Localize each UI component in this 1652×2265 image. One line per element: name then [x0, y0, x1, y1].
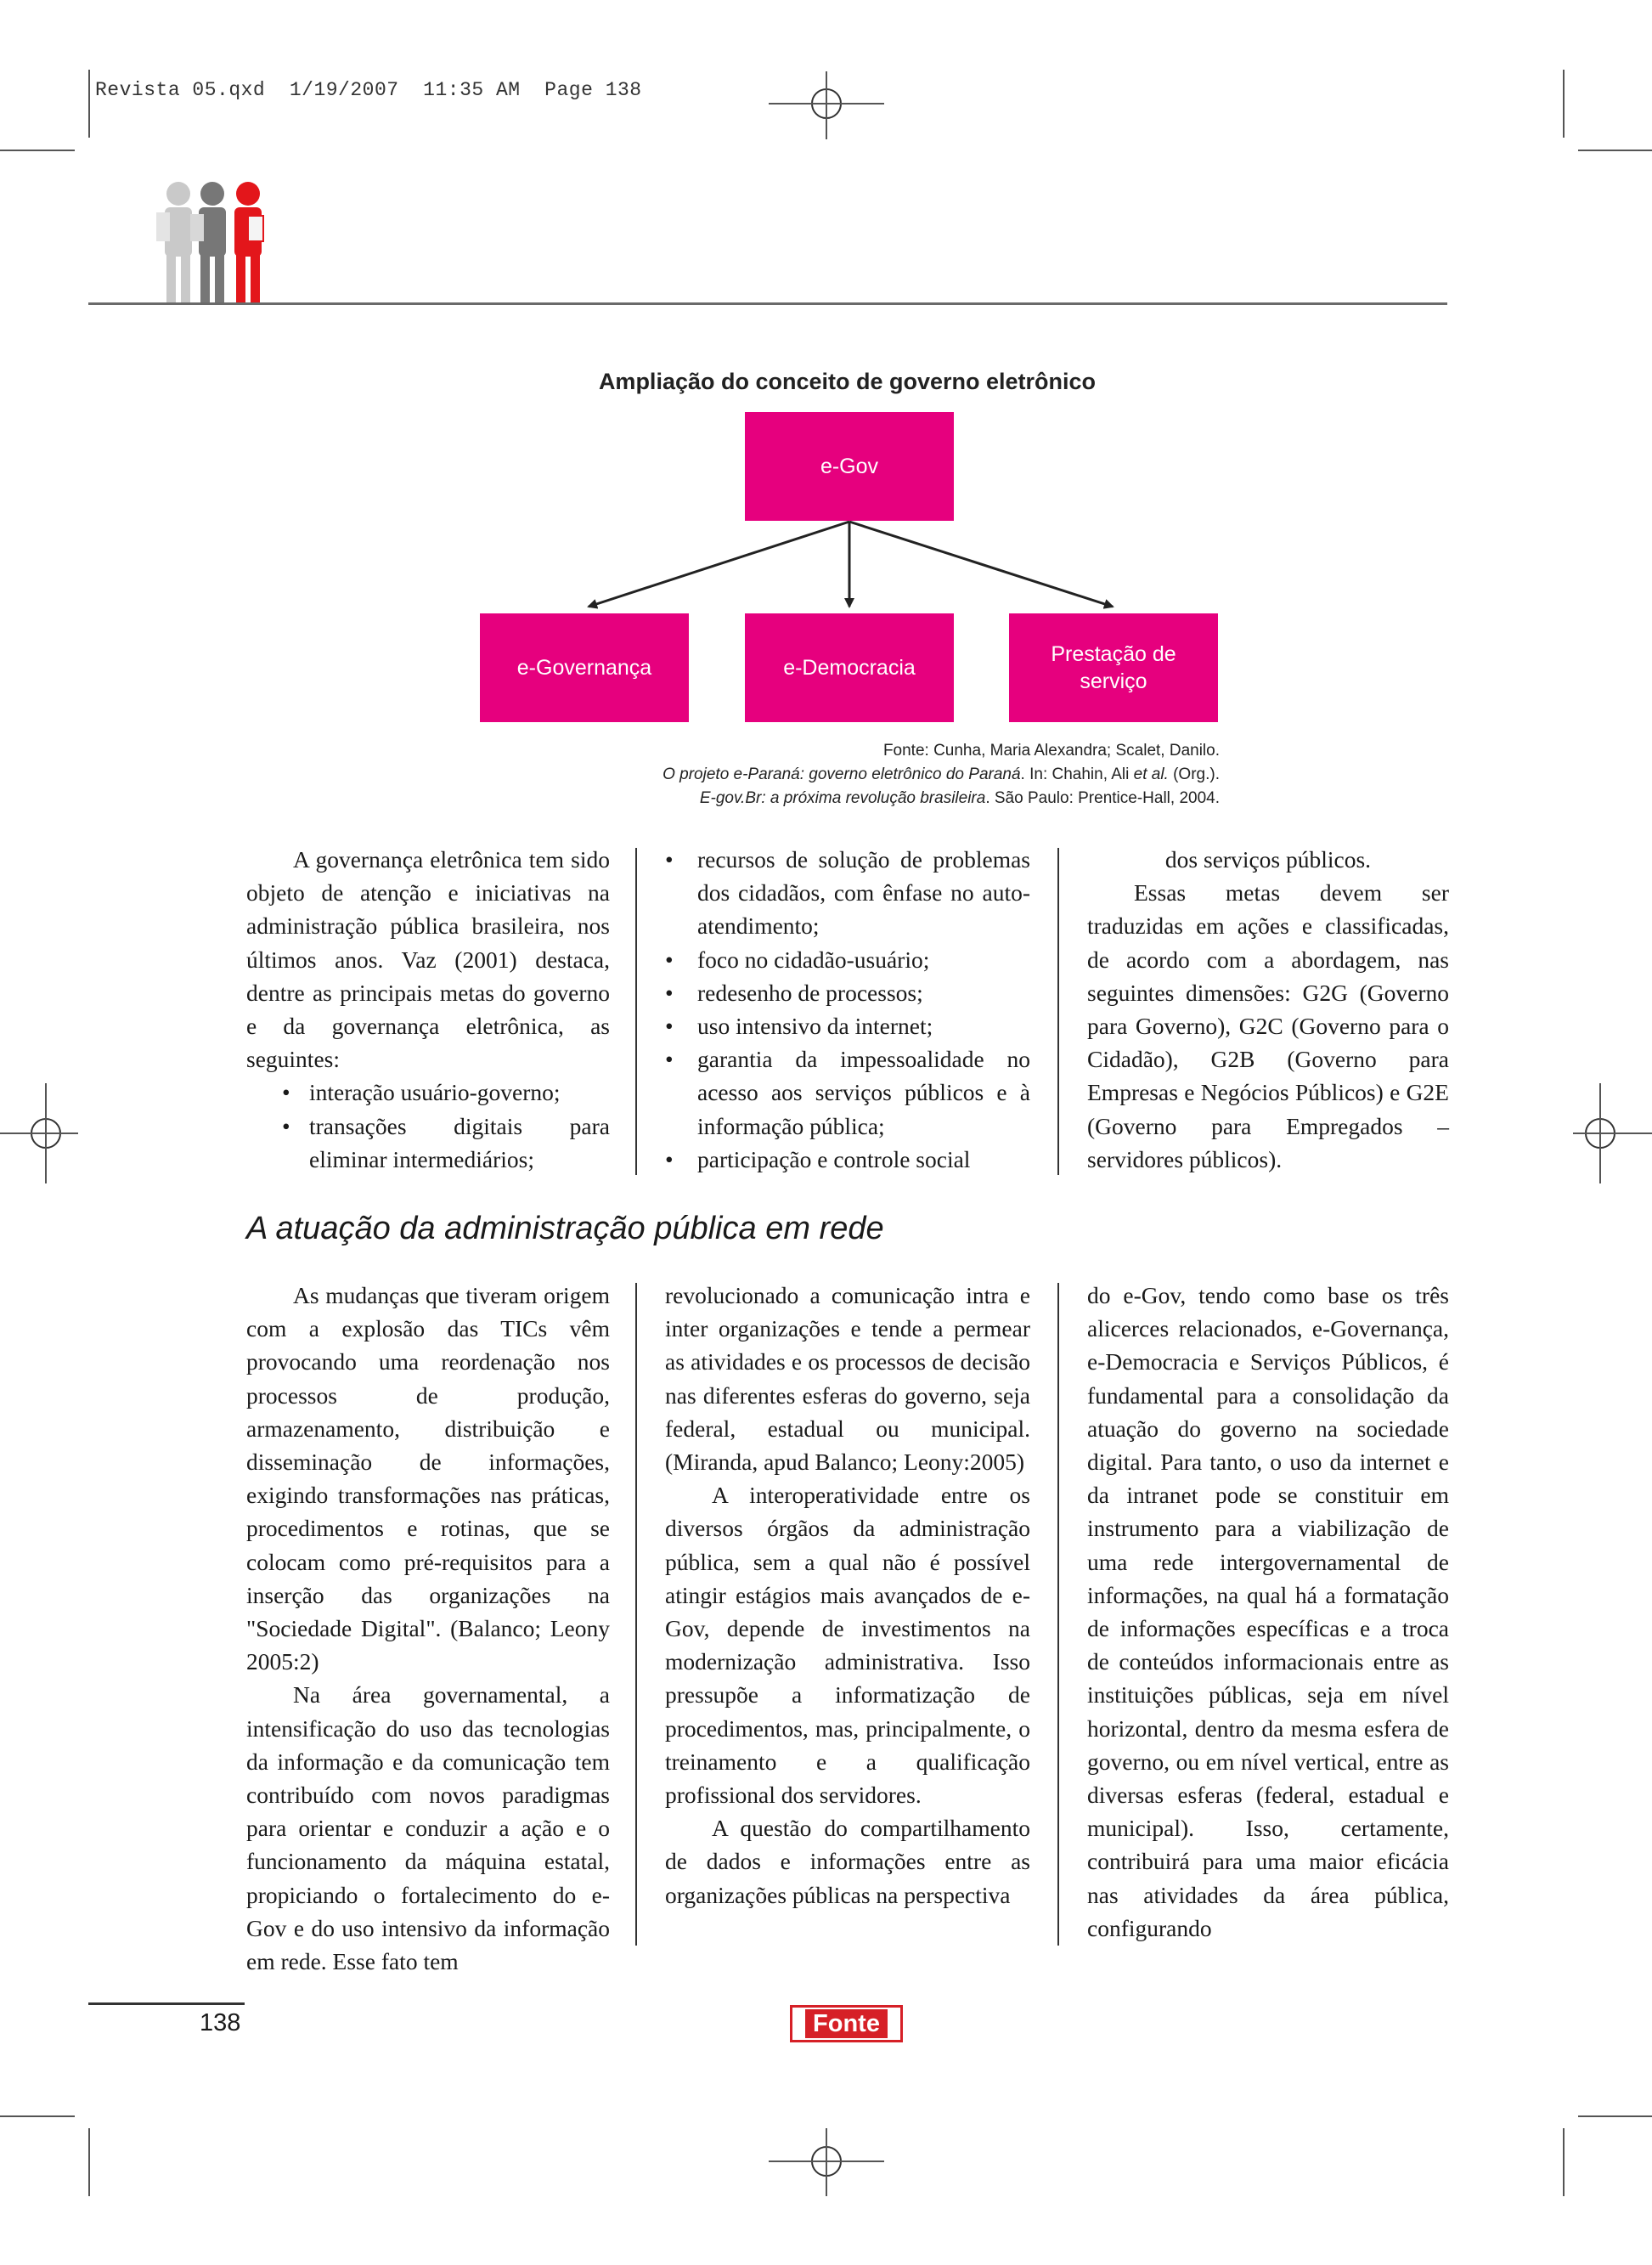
bottom-column-1: [246, 1279, 610, 1978]
fonte-logo: [790, 2005, 903, 2042]
paragraph-continuation: dos serviços públicos.: [1164, 846, 1372, 873]
node-e-gov: e-Gov: [745, 412, 954, 521]
top-column-2: [665, 843, 1030, 1176]
bullet-item: • redesenho de processos;: [665, 976, 1030, 1009]
source-line-1: Fonte: Cunha, Maria Alexandra; Scalet, Danilo.: [882, 742, 1220, 760]
bullet-item: • participação e controle social: [665, 1143, 1030, 1176]
top-column-1: [246, 843, 610, 1176]
column-divider: [635, 848, 637, 1175]
node-prestacao-servico: Prestação de serviço: [1009, 613, 1218, 722]
bottom-column-3: [1087, 1279, 1449, 1945]
bullet-item: • uso intensivo da internet;: [665, 1009, 1030, 1042]
column-divider: [635, 1283, 637, 1946]
paragraph: A interoperatividade entre os diversos órgãos da administração pública, sem a qual não é possível atingir estágios mais avançados de e-Gov, depende de investimentos na modernização administrativa. Isso pressupõe a informatização de procedimentos, mas, principalmente, o treinamento e a qualificação profissional dos servidores.: [665, 1482, 1030, 1809]
printer-slug: Revista 05.qxd 1/19/2007 11:35 AM Page 138: [95, 79, 642, 101]
crop-mark: [0, 2115, 75, 2117]
bullet-item: • garantia da impessoalidade no acesso aos serviços públicos e à informação pública;: [665, 1042, 1030, 1143]
crop-mark: [1563, 2128, 1565, 2196]
section-title: A atuação da administração pública em rede: [246, 1211, 884, 1246]
paragraph: Na área governamental, a intensificação do uso das tecnologias da informação e da comunicação tem contribuído com novos paradigmas para orientar e conduzir a ação e o funcionamento da máquina estatal, propiciando o fortalecimento do e-Gov e do uso intensivo da informação em rede. Esse fato tem: [246, 1681, 610, 1975]
paragraph: do e-Gov, tendo como base os três alicerces relacionados, e-Governança, e-Democracia e Serviços Públicos, é fundamental para a consolidação da atuação do governo na sociedade digital. Para tanto, o uso da internet e da intranet pode se constituir em instrumento para a viabilização de uma rede intergovernamental de informações, na qual há a formatação de informações específicas e a troca de conteúdos informacionais entre as instituições públicas, seja em nível horizontal, dentro da mesma esfera de governo, ou em nível vertical, entre as diversas esferas (federal, estadual e municipal). Isso, certamente, contribuirá para uma maior eficácia nas atividades da área pública, configurando: [1087, 1282, 1449, 1941]
bullet-item: • foco no cidadão-usuário;: [665, 943, 1030, 976]
bullet-item: • recursos de solução de problemas dos cidadãos, com ênfase no auto-atendimento;: [665, 843, 1030, 943]
node-e-governanca: e-Governança: [480, 613, 689, 722]
crop-mark: [1578, 2115, 1652, 2117]
node-e-democracia: e-Democracia: [745, 613, 954, 722]
source-line-2: O projeto e-Paraná: governo eletrônico do Paraná. In: Chahin, Ali et al. (Org.).: [662, 765, 1220, 783]
paragraph: As mudanças que tiveram origem com a explosão das TICs vêm provocando uma reordenação nos processos de produção, armazenamento, distribuição e disseminação de informações, exigindo transformações nas práticas, procedimentos e rotinas, que se colocam como pré-requisitos para a inserção das organizações na "Sociedade Digital". (Balanco; Leony 2005:2): [246, 1282, 610, 1675]
column-divider: [1057, 848, 1059, 1175]
logo-text: Fonte: [805, 2009, 888, 2038]
arrow-to-prestacao: [849, 522, 1113, 607]
bottom-column-2: [665, 1279, 1030, 1912]
paragraph: Essas metas devem ser traduzidas em ações e classificadas, de acordo com a abordagem, nas seguintes dimensões: G2G (Governo para Governo), G2C (Governo para o Cidadão), G2B (Governo para Empresas e Negócios Públicos) e G2E (Governo para Empregados – servidores públicos).: [1087, 879, 1449, 1172]
top-column-3: [1087, 843, 1449, 1176]
diagram-title: Ampliação do conceito de governo eletrônico: [598, 369, 1097, 394]
paragraph: A governança eletrônica tem sido objeto de atenção e iniciativas na administração pública brasileira, nos últimos anos. Vaz (2001) destaca, dentre as principais metas do governo e da governança eletrônica, as seguintes:: [246, 846, 610, 1073]
footer-rule: [88, 2002, 245, 2005]
page-number: 138: [200, 2009, 241, 2036]
column-divider: [1057, 1283, 1059, 1946]
diagram-source: [662, 739, 1220, 811]
bullet-item: • transações digitais para eliminar intermediários;: [282, 1110, 610, 1176]
arrow-to-e-governanca: [589, 522, 849, 607]
paragraph: A questão do compartilhamento de dados e informações entre as organizações públicas na perspectiva: [665, 1815, 1030, 1908]
paragraph: revolucionado a comunicação intra e inter organizações e tende a permear as atividades e os processos de decisão nas diferentes esferas do governo, seja federal, estadual ou municipal. (Miranda, apud Balanco; Leony:2005): [665, 1282, 1030, 1476]
source-line-3: E-gov.Br: a próxima revolução brasileira. São Paulo: Prentice-Hall, 2004.: [699, 789, 1220, 807]
bullet-item: • interação usuário-governo;: [282, 1076, 610, 1109]
crop-mark: [88, 2128, 90, 2196]
